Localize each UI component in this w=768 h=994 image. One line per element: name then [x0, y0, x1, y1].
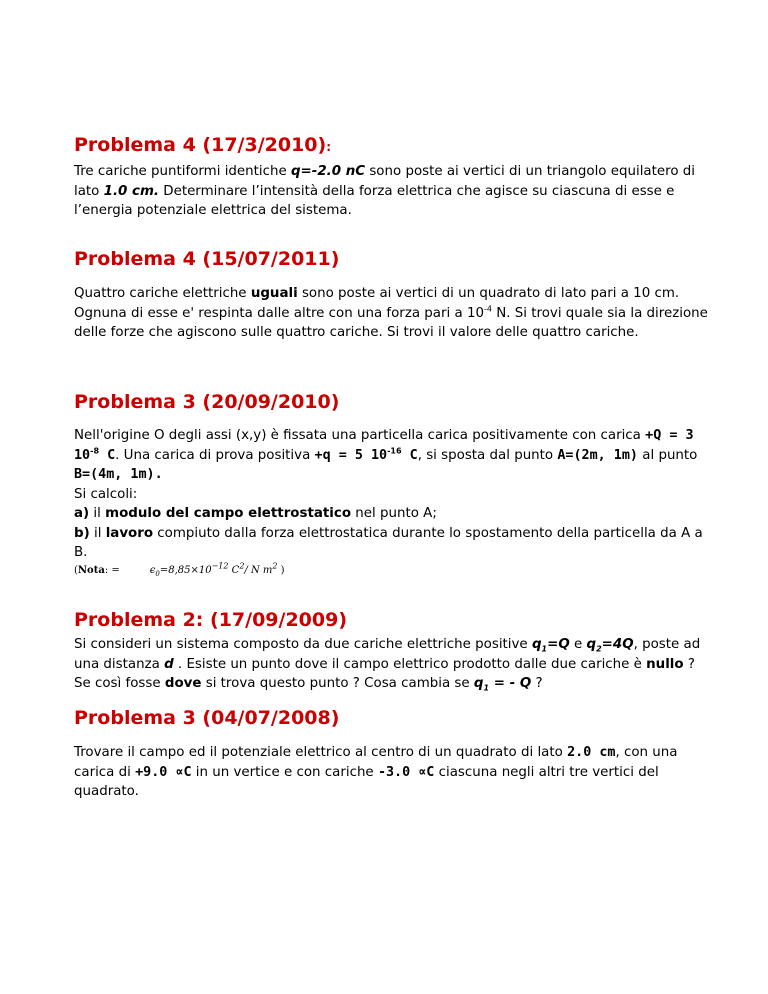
problem-1-title: Problema 4 (17/3/2010):	[74, 134, 332, 156]
problem-3	[74, 390, 714, 582]
problem-3-note: (Nota: = $\epsilon_0=8,85\times 10^{-12}$ $C^2/$ N $m^2$ )	[74, 561, 285, 578]
problem-4-text: Si consideri un sistema composto da due cariche elettriche positive $q_1=Q$ e $q_2=4Q$, poste ad una distanza d . Esiste un punto dove il campo elettrico prodotto dalle due cariche è nullo ? Se così fosse dove si trova questo punto ? Cosa cambia se $q_1$ = - Q ?	[74, 637, 701, 693]
problem-3-text: Nell'origine O degli assi (x,y) è fissata una particella carica positivamente con carica +Q = 3 $10^{-8}$ C. Una carica di prova positiva +q = 5 $10^{-16}$ C, si sposta dal punto A=(2m, 1m) al punto B=(4m, 1m). Si calcoli: a) il modulo del campo elettrostatico nel punto A; b) il lavoro compiuto dalla forza elettrostatica durante lo spostamento della particella da A a B.	[74, 428, 703, 560]
problem-1-text: Tre cariche puntiformi identiche q=-2.0 nC sono poste ai vertici di un triangolo equilatero di lato 1.0 cm. Determinare l’intensità della forza elettrica che agisce su ciascuna di esse e l’energia potenziale elettrica del sistema.	[74, 164, 695, 218]
problem-5-title: Problema 3 (04/07/2008)	[74, 707, 340, 729]
problem-5	[74, 706, 714, 802]
problem-4	[74, 608, 714, 694]
problem-5-text: Trovare il campo ed il potenziale elettrico al centro di un quadrato di lato 2.0 cm, con una carica di +9.0 ∝C in un vertice e con cariche -3.0 ∝C ciascuna negli altri tre vertici del quadrato.	[74, 745, 678, 799]
epsilon-formula: $\epsilon_0=8,85\times 10^{-12}$ $C^2/$ N $m^2$	[149, 561, 278, 578]
problem-1	[74, 133, 714, 221]
problem-3-title: Problema 3 (20/09/2010)	[74, 391, 340, 413]
problem-2-title: Problema 4 (15/07/2011)	[74, 248, 340, 270]
problem-2-text: Quattro cariche elettriche uguali sono poste ai vertici di un quadrato di lato pari a 10 cm. Ognuna di esse e' respinta dalle altre con una forza pari a $10^{-4}$ N. Si trovi quale sia la direzione delle forze che agiscono sulle quattro cariche. Si trovi il valore delle quattro cariche.	[74, 286, 708, 340]
problem-4-title: Problema 2: (17/09/2009)	[74, 609, 348, 631]
problem-2	[74, 247, 714, 343]
